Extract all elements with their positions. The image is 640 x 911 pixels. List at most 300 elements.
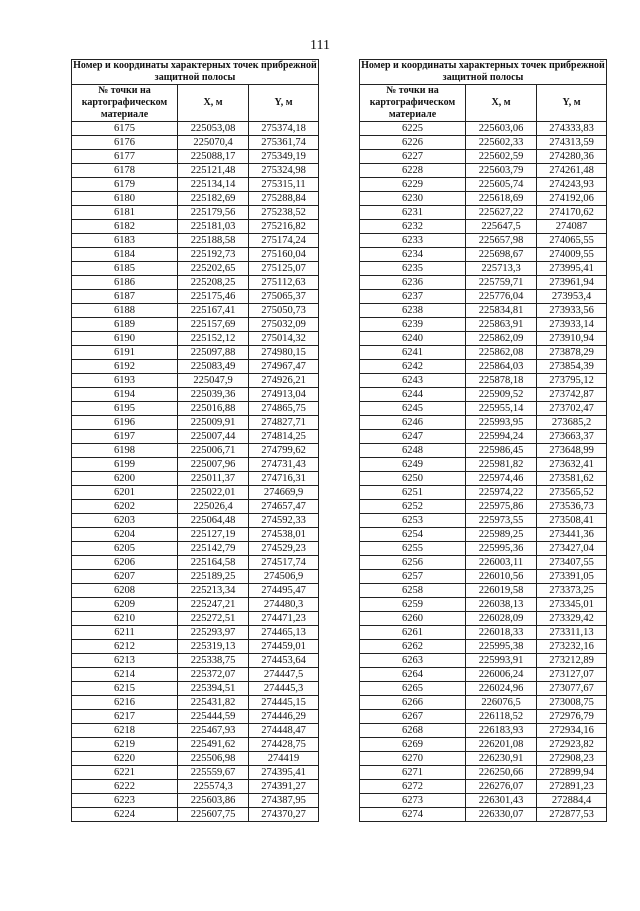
table-row — [360, 808, 607, 822]
table-row — [72, 598, 319, 612]
y-coordinate-cell: 273953,4 — [537, 290, 607, 304]
table-row — [360, 738, 607, 752]
point-number-cell: 6224 — [72, 808, 178, 822]
table-row — [72, 122, 319, 136]
table-row — [72, 360, 319, 374]
table-row — [72, 346, 319, 360]
table-row — [72, 304, 319, 318]
y-coordinate-cell: 274170,62 — [537, 206, 607, 220]
page-number: 111 — [310, 38, 330, 53]
point-number-cell: 6185 — [72, 262, 178, 276]
point-number-cell: 6235 — [360, 262, 466, 276]
x-coordinate-cell: 225097,88 — [178, 346, 249, 360]
x-coordinate-cell: 226038,13 — [466, 598, 537, 612]
x-coordinate-cell: 226019,58 — [466, 584, 537, 598]
x-coordinate-cell: 226003,11 — [466, 556, 537, 570]
point-number-cell: 6182 — [72, 220, 178, 234]
point-number-cell: 6226 — [360, 136, 466, 150]
x-coordinate-cell: 225713,3 — [466, 262, 537, 276]
point-number-cell: 6213 — [72, 654, 178, 668]
table-row — [360, 556, 607, 570]
y-coordinate-cell: 274447,5 — [249, 668, 319, 682]
column-header-y: Y, м — [249, 85, 319, 122]
table-row — [360, 794, 607, 808]
y-coordinate-cell: 274448,47 — [249, 724, 319, 738]
table-row — [72, 458, 319, 472]
table-row — [360, 304, 607, 318]
x-coordinate-cell: 225039,36 — [178, 388, 249, 402]
x-coordinate-cell: 225070,4 — [178, 136, 249, 150]
y-coordinate-cell: 274428,75 — [249, 738, 319, 752]
table-row — [72, 150, 319, 164]
table-row — [72, 164, 319, 178]
x-coordinate-cell: 225993,95 — [466, 416, 537, 430]
x-coordinate-cell: 225574,3 — [178, 780, 249, 794]
table-row — [72, 332, 319, 346]
table-row — [360, 164, 607, 178]
table-row — [360, 318, 607, 332]
table-row — [360, 472, 607, 486]
point-number-cell: 6258 — [360, 584, 466, 598]
table-row — [360, 752, 607, 766]
y-coordinate-cell: 274827,71 — [249, 416, 319, 430]
point-number-cell: 6228 — [360, 164, 466, 178]
y-coordinate-cell: 274065,55 — [537, 234, 607, 248]
y-coordinate-cell: 272976,79 — [537, 710, 607, 724]
x-coordinate-cell: 225878,18 — [466, 374, 537, 388]
x-coordinate-cell: 225192,73 — [178, 248, 249, 262]
table-row — [72, 794, 319, 808]
point-number-cell: 6196 — [72, 416, 178, 430]
table-row — [72, 514, 319, 528]
y-coordinate-cell: 273933,14 — [537, 318, 607, 332]
table-row — [360, 640, 607, 654]
y-coordinate-cell: 274967,47 — [249, 360, 319, 374]
point-number-cell: 6191 — [72, 346, 178, 360]
x-coordinate-cell: 225053,08 — [178, 122, 249, 136]
y-coordinate-cell: 274517,74 — [249, 556, 319, 570]
y-coordinate-cell: 275065,37 — [249, 290, 319, 304]
x-coordinate-cell: 225618,69 — [466, 192, 537, 206]
point-number-cell: 6232 — [360, 220, 466, 234]
table-row — [360, 542, 607, 556]
point-number-cell: 6206 — [72, 556, 178, 570]
y-coordinate-cell: 273795,12 — [537, 374, 607, 388]
y-coordinate-cell: 275288,84 — [249, 192, 319, 206]
y-coordinate-cell: 272891,23 — [537, 780, 607, 794]
y-coordinate-cell: 273391,05 — [537, 570, 607, 584]
x-coordinate-cell: 225989,25 — [466, 528, 537, 542]
y-coordinate-cell: 274395,41 — [249, 766, 319, 780]
coordinates-table-right — [359, 59, 607, 822]
point-number-cell: 6249 — [360, 458, 466, 472]
table-row — [360, 612, 607, 626]
x-coordinate-cell: 226276,07 — [466, 780, 537, 794]
table-row — [360, 766, 607, 780]
point-number-cell: 6183 — [72, 234, 178, 248]
table-row — [72, 584, 319, 598]
point-number-cell: 6218 — [72, 724, 178, 738]
point-number-cell: 6194 — [72, 388, 178, 402]
table-row — [360, 220, 607, 234]
y-coordinate-cell: 273508,41 — [537, 514, 607, 528]
x-coordinate-cell: 226250,66 — [466, 766, 537, 780]
x-coordinate-cell: 225064,48 — [178, 514, 249, 528]
x-coordinate-cell: 225559,67 — [178, 766, 249, 780]
x-coordinate-cell: 225127,19 — [178, 528, 249, 542]
table-row — [72, 178, 319, 192]
table-row — [72, 234, 319, 248]
point-number-cell: 6200 — [72, 472, 178, 486]
table-row — [360, 192, 607, 206]
x-coordinate-cell: 225995,38 — [466, 640, 537, 654]
y-coordinate-cell: 274657,47 — [249, 500, 319, 514]
y-coordinate-cell: 274529,23 — [249, 542, 319, 556]
x-coordinate-cell: 226018,33 — [466, 626, 537, 640]
coordinates-table-left — [71, 59, 319, 822]
y-coordinate-cell: 273702,47 — [537, 402, 607, 416]
point-number-cell: 6265 — [360, 682, 466, 696]
y-coordinate-cell: 273232,16 — [537, 640, 607, 654]
table-row — [360, 668, 607, 682]
y-coordinate-cell: 275374,18 — [249, 122, 319, 136]
y-coordinate-cell: 275125,07 — [249, 262, 319, 276]
y-coordinate-cell: 274913,04 — [249, 388, 319, 402]
column-header-point-number: № точки на картографическом материале — [72, 85, 178, 122]
x-coordinate-cell: 225164,58 — [178, 556, 249, 570]
x-coordinate-cell: 226028,09 — [466, 612, 537, 626]
x-coordinate-cell: 225603,06 — [466, 122, 537, 136]
point-number-cell: 6237 — [360, 290, 466, 304]
table-row — [72, 808, 319, 822]
y-coordinate-cell: 274495,47 — [249, 584, 319, 598]
point-number-cell: 6250 — [360, 472, 466, 486]
y-coordinate-cell: 274538,01 — [249, 528, 319, 542]
x-coordinate-cell: 225208,25 — [178, 276, 249, 290]
point-number-cell: 6176 — [72, 136, 178, 150]
point-number-cell: 6260 — [360, 612, 466, 626]
table-row — [360, 150, 607, 164]
y-coordinate-cell: 272923,82 — [537, 738, 607, 752]
x-coordinate-cell: 225007,96 — [178, 458, 249, 472]
point-number-cell: 6197 — [72, 430, 178, 444]
point-number-cell: 6247 — [360, 430, 466, 444]
y-coordinate-cell: 274445,3 — [249, 682, 319, 696]
x-coordinate-cell: 225175,46 — [178, 290, 249, 304]
table-row — [360, 528, 607, 542]
table-row — [360, 500, 607, 514]
y-coordinate-cell: 274865,75 — [249, 402, 319, 416]
y-coordinate-cell: 272908,23 — [537, 752, 607, 766]
table-row — [72, 668, 319, 682]
x-coordinate-cell: 226118,52 — [466, 710, 537, 724]
y-coordinate-cell: 275160,04 — [249, 248, 319, 262]
point-number-cell: 6195 — [72, 402, 178, 416]
point-number-cell: 6180 — [72, 192, 178, 206]
table-row — [72, 318, 319, 332]
table-row — [360, 598, 607, 612]
y-coordinate-cell: 274465,13 — [249, 626, 319, 640]
point-number-cell: 6187 — [72, 290, 178, 304]
x-coordinate-cell: 225319,13 — [178, 640, 249, 654]
y-coordinate-cell: 275315,11 — [249, 178, 319, 192]
y-coordinate-cell: 274980,15 — [249, 346, 319, 360]
table-row — [360, 136, 607, 150]
table-row — [360, 584, 607, 598]
table-row — [72, 626, 319, 640]
table-row — [360, 332, 607, 346]
x-coordinate-cell: 226330,07 — [466, 808, 537, 822]
table-row — [360, 570, 607, 584]
table-row — [72, 402, 319, 416]
table-row — [72, 472, 319, 486]
point-number-cell: 6186 — [72, 276, 178, 290]
y-coordinate-cell: 273742,87 — [537, 388, 607, 402]
x-coordinate-cell: 225491,62 — [178, 738, 249, 752]
y-coordinate-cell: 274453,64 — [249, 654, 319, 668]
point-number-cell: 6202 — [72, 500, 178, 514]
point-number-cell: 6270 — [360, 752, 466, 766]
table-row — [360, 682, 607, 696]
point-number-cell: 6219 — [72, 738, 178, 752]
x-coordinate-cell: 225909,52 — [466, 388, 537, 402]
x-coordinate-cell: 225862,09 — [466, 332, 537, 346]
y-coordinate-cell: 275349,19 — [249, 150, 319, 164]
y-coordinate-cell: 274419 — [249, 752, 319, 766]
table-row — [72, 696, 319, 710]
y-coordinate-cell: 273565,52 — [537, 486, 607, 500]
y-coordinate-cell: 274480,3 — [249, 598, 319, 612]
table-row — [72, 724, 319, 738]
x-coordinate-cell: 225602,33 — [466, 136, 537, 150]
x-coordinate-cell: 226076,5 — [466, 696, 537, 710]
x-coordinate-cell: 225993,91 — [466, 654, 537, 668]
point-number-cell: 6227 — [360, 150, 466, 164]
point-number-cell: 6203 — [72, 514, 178, 528]
x-coordinate-cell: 225022,01 — [178, 486, 249, 500]
point-number-cell: 6221 — [72, 766, 178, 780]
y-coordinate-cell: 274471,23 — [249, 612, 319, 626]
table-row — [72, 766, 319, 780]
point-number-cell: 6192 — [72, 360, 178, 374]
x-coordinate-cell: 225974,46 — [466, 472, 537, 486]
table-row — [72, 738, 319, 752]
x-coordinate-cell: 225975,86 — [466, 500, 537, 514]
x-coordinate-cell: 225009,91 — [178, 416, 249, 430]
x-coordinate-cell: 226006,24 — [466, 668, 537, 682]
point-number-cell: 6248 — [360, 444, 466, 458]
y-coordinate-cell: 273933,56 — [537, 304, 607, 318]
x-coordinate-cell: 225247,21 — [178, 598, 249, 612]
column-header-x: X, м — [466, 85, 537, 122]
x-coordinate-cell: 225006,71 — [178, 444, 249, 458]
point-number-cell: 6262 — [360, 640, 466, 654]
point-number-cell: 6178 — [72, 164, 178, 178]
x-coordinate-cell: 225444,59 — [178, 710, 249, 724]
point-number-cell: 6214 — [72, 668, 178, 682]
x-coordinate-cell: 226010,56 — [466, 570, 537, 584]
y-coordinate-cell: 274192,06 — [537, 192, 607, 206]
y-coordinate-cell: 275216,82 — [249, 220, 319, 234]
x-coordinate-cell: 225007,44 — [178, 430, 249, 444]
x-coordinate-cell: 225602,59 — [466, 150, 537, 164]
table-row — [360, 696, 607, 710]
x-coordinate-cell: 226301,43 — [466, 794, 537, 808]
table-row — [72, 710, 319, 724]
table-row — [72, 486, 319, 500]
table-row — [360, 444, 607, 458]
table-title: Номер и координаты характерных точек прибрежной защитной полосы — [361, 60, 605, 83]
point-number-cell: 6222 — [72, 780, 178, 794]
table-row — [72, 444, 319, 458]
x-coordinate-cell: 225272,51 — [178, 612, 249, 626]
point-number-cell: 6188 — [72, 304, 178, 318]
y-coordinate-cell: 273648,99 — [537, 444, 607, 458]
x-coordinate-cell: 225182,69 — [178, 192, 249, 206]
table-row — [72, 430, 319, 444]
table-row — [360, 724, 607, 738]
point-number-cell: 6215 — [72, 682, 178, 696]
x-coordinate-cell: 225607,75 — [178, 808, 249, 822]
point-number-cell: 6234 — [360, 248, 466, 262]
y-coordinate-cell: 274669,9 — [249, 486, 319, 500]
table-row — [360, 458, 607, 472]
x-coordinate-cell: 225862,08 — [466, 346, 537, 360]
table-row — [72, 388, 319, 402]
table-row — [360, 122, 607, 136]
x-coordinate-cell: 225083,49 — [178, 360, 249, 374]
point-number-cell: 6175 — [72, 122, 178, 136]
x-coordinate-cell: 225431,82 — [178, 696, 249, 710]
table-row — [72, 612, 319, 626]
point-number-cell: 6261 — [360, 626, 466, 640]
point-number-cell: 6246 — [360, 416, 466, 430]
y-coordinate-cell: 273329,42 — [537, 612, 607, 626]
point-number-cell: 6239 — [360, 318, 466, 332]
point-number-cell: 6254 — [360, 528, 466, 542]
table-row — [360, 416, 607, 430]
point-number-cell: 6201 — [72, 486, 178, 500]
point-number-cell: 6253 — [360, 514, 466, 528]
table-row — [72, 640, 319, 654]
point-number-cell: 6204 — [72, 528, 178, 542]
point-number-cell: 6266 — [360, 696, 466, 710]
table-row — [72, 192, 319, 206]
point-number-cell: 6264 — [360, 668, 466, 682]
x-coordinate-cell: 225995,36 — [466, 542, 537, 556]
x-coordinate-cell: 225179,56 — [178, 206, 249, 220]
y-coordinate-cell: 273427,04 — [537, 542, 607, 556]
x-coordinate-cell: 225467,93 — [178, 724, 249, 738]
x-coordinate-cell: 225657,98 — [466, 234, 537, 248]
point-number-cell: 6210 — [72, 612, 178, 626]
point-number-cell: 6267 — [360, 710, 466, 724]
y-coordinate-cell: 273581,62 — [537, 472, 607, 486]
point-number-cell: 6190 — [72, 332, 178, 346]
x-coordinate-cell: 225981,82 — [466, 458, 537, 472]
y-coordinate-cell: 273878,29 — [537, 346, 607, 360]
point-number-cell: 6233 — [360, 234, 466, 248]
y-coordinate-cell: 274716,31 — [249, 472, 319, 486]
x-coordinate-cell: 225603,79 — [466, 164, 537, 178]
table-row — [360, 276, 607, 290]
y-coordinate-cell: 273345,01 — [537, 598, 607, 612]
y-coordinate-cell: 274009,55 — [537, 248, 607, 262]
point-number-cell: 6241 — [360, 346, 466, 360]
point-number-cell: 6256 — [360, 556, 466, 570]
x-coordinate-cell: 225026,4 — [178, 500, 249, 514]
table-row — [360, 360, 607, 374]
x-coordinate-cell: 226024,96 — [466, 682, 537, 696]
point-number-cell: 6238 — [360, 304, 466, 318]
table-title: Номер и координаты характерных точек прибрежной защитной полосы — [73, 60, 317, 83]
y-coordinate-cell: 273995,41 — [537, 262, 607, 276]
table-row — [72, 206, 319, 220]
table-row — [360, 514, 607, 528]
y-coordinate-cell: 274814,25 — [249, 430, 319, 444]
x-coordinate-cell: 225202,65 — [178, 262, 249, 276]
x-coordinate-cell: 225506,98 — [178, 752, 249, 766]
x-coordinate-cell: 225167,41 — [178, 304, 249, 318]
point-number-cell: 6242 — [360, 360, 466, 374]
point-number-cell: 6208 — [72, 584, 178, 598]
y-coordinate-cell: 273685,2 — [537, 416, 607, 430]
y-coordinate-cell: 272899,94 — [537, 766, 607, 780]
y-coordinate-cell: 274506,9 — [249, 570, 319, 584]
table-row — [360, 654, 607, 668]
table-row — [72, 262, 319, 276]
column-header-y: Y, м — [537, 85, 607, 122]
x-coordinate-cell: 225863,91 — [466, 318, 537, 332]
point-number-cell: 6251 — [360, 486, 466, 500]
x-coordinate-cell: 225047,9 — [178, 374, 249, 388]
y-coordinate-cell: 274261,48 — [537, 164, 607, 178]
y-coordinate-cell: 274087 — [537, 220, 607, 234]
point-number-cell: 6243 — [360, 374, 466, 388]
table-row — [72, 528, 319, 542]
table-row — [72, 556, 319, 570]
y-coordinate-cell: 274370,27 — [249, 808, 319, 822]
point-number-cell: 6272 — [360, 780, 466, 794]
point-number-cell: 6199 — [72, 458, 178, 472]
y-coordinate-cell: 275361,74 — [249, 136, 319, 150]
table-row — [72, 374, 319, 388]
point-number-cell: 6240 — [360, 332, 466, 346]
y-coordinate-cell: 275050,73 — [249, 304, 319, 318]
table-row — [72, 542, 319, 556]
y-coordinate-cell: 274333,83 — [537, 122, 607, 136]
table-row — [360, 780, 607, 794]
y-coordinate-cell: 273008,75 — [537, 696, 607, 710]
table-row — [72, 276, 319, 290]
table-row — [72, 416, 319, 430]
point-number-cell: 6236 — [360, 276, 466, 290]
y-coordinate-cell: 274280,36 — [537, 150, 607, 164]
point-number-cell: 6189 — [72, 318, 178, 332]
y-coordinate-cell: 274592,33 — [249, 514, 319, 528]
point-number-cell: 6259 — [360, 598, 466, 612]
point-number-cell: 6231 — [360, 206, 466, 220]
column-header-x: X, м — [178, 85, 249, 122]
table-row — [72, 780, 319, 794]
x-coordinate-cell: 225181,03 — [178, 220, 249, 234]
table-row — [72, 752, 319, 766]
y-coordinate-cell: 275238,52 — [249, 206, 319, 220]
x-coordinate-cell: 225293,97 — [178, 626, 249, 640]
y-coordinate-cell: 273663,37 — [537, 430, 607, 444]
x-coordinate-cell: 225152,12 — [178, 332, 249, 346]
y-coordinate-cell: 275324,98 — [249, 164, 319, 178]
